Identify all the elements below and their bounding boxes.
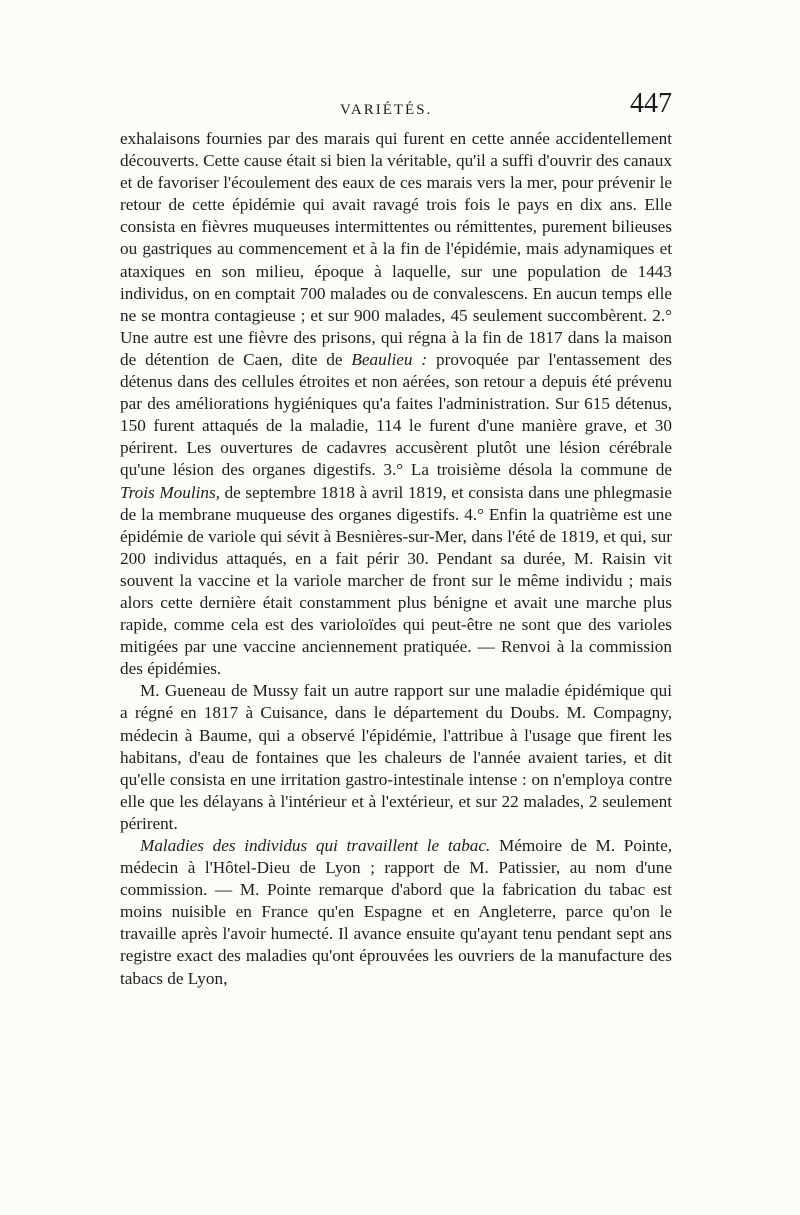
- section-title: Maladies des individus qui travaillent le tabac.: [140, 836, 491, 855]
- paragraph-text: Mémoire de M. Pointe, médecin à l'Hôtel-Dieu de Lyon ; rapport de M. Patissier, au nom d'une commission. — M. Pointe remarque d'abord que la fabrication du tabac est moins nuisible en France qu'en Espagne et en Angleterre, parce qu'on le travaille après l'avoir humecté. Il avance ensuite qu'ayant tenu pendant sept ans registre exact des maladies qu'ont éprouvées les ouvriers de la manufacture des tabacs de Lyon,: [120, 836, 672, 988]
- running-head: VARIÉTÉS.: [340, 102, 433, 118]
- italic-place-name: Beaulieu :: [351, 349, 428, 369]
- page-number: 447: [630, 88, 672, 119]
- page-header: [120, 88, 672, 128]
- body-text: [120, 128, 672, 990]
- paragraph-text: exhalaisons fournies par des marais qui furent en cette année accidentellement découverts. Cette cause était si bien la véritable, qu'il a suffi d'ouvrir des canaux et de favoriser l'écoulement des eaux de ces marais vers la mer, pour prévenir le retour de cette épidémie qui avait ravagé trois fois le pays en dix ans. Elle consista en fièvres muqueuses intermittentes ou rémittentes, purement bilieuses ou gastriques au commencement et à la fin de l'épidémie, mais adynamiques et ataxiques en son milieu, époque à laquelle, sur une population de 1443 individus, on en comptait 700 malades ou de convalescens. En aucun temps elle ne se montra contagieuse ; et sur 900 malades, 45 seulement succombèrent. 2.° Une autre est une fièvre des prisons, qui régna à la fin de 1817 dans la maison de détention de Caen, dite de: [120, 129, 672, 369]
- paragraph-epidemics-report: [120, 128, 672, 680]
- paragraph-gueneau-report: [120, 680, 672, 835]
- paragraph-text: provoquée par l'entassement des détenus dans des cellules étroites et non aérées, son retour a depuis été prévenu par des améliorations hygiéniques qu'a faites l'administration. Sur 615 détenus, 150 furent attaqués de la maladie, 114 le furent d'une manière grave, et 30 périrent. Les ouvertures de cadavres accusèrent plutôt une lésion cérébrale qu'une lésion des organes digestifs. 3.° La troisième désola la commune de: [120, 349, 672, 480]
- paragraph-text: M. Gueneau de Mussy fait un autre rapport sur une maladie épidémique qui a régné en 1817 à Cuisance, dans le département du Doubs. M. Compagny, médecin à Baume, qui a observé l'épidémie, l'attribue à l'usage que firent les habitans, d'eau de fontaines que les chaleurs de l'année avaient taries, et dit qu'elle consista en une irritation gastro-intestinale intense : on n'employa contre elle que les délayans à l'intérieur et à l'extérieur, et sur 22 malades, 2 seulement périrent.: [120, 681, 672, 833]
- paragraph-tobacco-workers: [120, 835, 672, 990]
- paragraph-text: de septembre 1818 à avril 1819, et consista dans une phlegmasie de la membrane muqueuse des organes digestifs. 4.° Enfin la quatrième est une épidémie de variole qui sévit à Besnières-sur-Mer, dans l'été de 1819, et qui, sur 200 individus attaqués, en a fait périr 30. Pendant sa durée, M. Raisin vit souvent la vaccine et la variole marcher de front sur le même individu ; mais alors cette dernière était constamment plus bénigne et avait une marche plus rapide, comme cela est des varioloïdes qui peut-être ne sont que des varioles mitigées par une vaccine anciennement pratiquée. — Renvoi à la commission des épidémies.: [120, 482, 672, 679]
- italic-place-name: Trois Moulins,: [120, 482, 220, 502]
